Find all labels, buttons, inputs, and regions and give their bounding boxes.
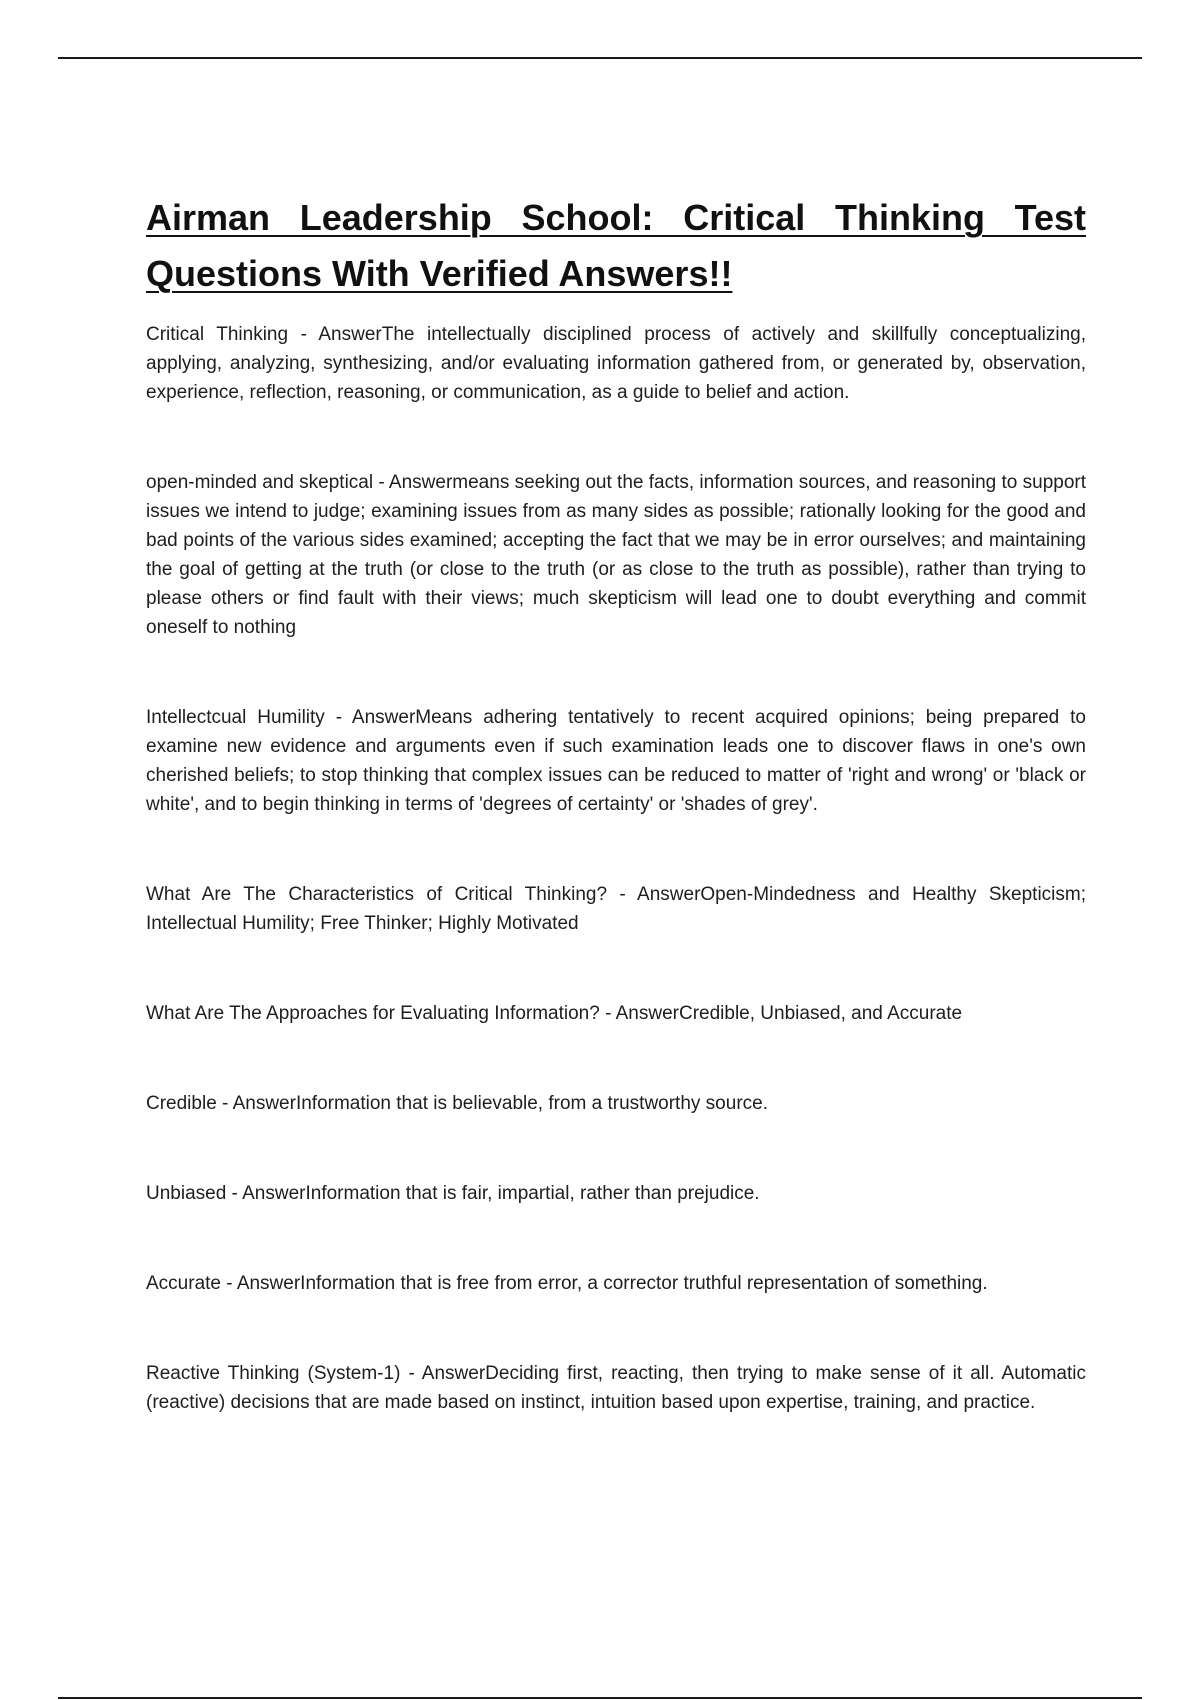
document-title: Airman Leadership School: Critical Thinking Test Questions With Verified Answers!! xyxy=(146,197,1086,294)
footer-rule xyxy=(58,1697,1142,1699)
qa-item-reactive-thinking: Reactive Thinking (System-1) - AnswerDeciding first, reacting, then trying to make sense of it all. Automatic (reactive) decisions that are made based on instinct, intuition based upon expertise, training, and practice. xyxy=(146,1363,1086,1413)
qa-item-open-minded: open-minded and skeptical - Answermeans seeking out the facts, information sources, and reasoning to support issues we intend to judge; examining issues from as many sides as possible; rationally looking for the good and bad points of the various sides examined; accepting the fact that we may be in error ourselves; and maintaining the goal of getting at the truth (or close to the truth (or as close to the truth as possible), rather than trying to please others or find fault with their views; much skepticism will lead one to doubt everything and commit oneself to nothing xyxy=(146,472,1086,638)
qa-item-credible: Credible - AnswerInformation that is believable, from a trustworthy source. xyxy=(146,1093,768,1114)
qa-item-critical-thinking: Critical Thinking - AnswerThe intellectually disciplined process of actively and skillfully conceptualizing, applying, analyzing, synthesizing, and/or evaluating information gathered from, or generated by, observation, experience, reflection, reasoning, or communication, as a guide to belief and action. xyxy=(146,324,1086,403)
qa-item-approaches: What Are The Approaches for Evaluating Information? - AnswerCredible, Unbiased, and Accurate xyxy=(146,1003,963,1024)
qa-item-intellectual-humility: Intellectcual Humility - AnswerMeans adhering tentatively to recent acquired opinions; being prepared to examine new evidence and arguments even if such examination leads one to discover flaws in one's own cherished beliefs; to stop thinking that complex issues can be reduced to matter of 'right and wrong' or 'black or white', and to begin thinking in terms of 'degrees of certainty' or 'shades of grey'. xyxy=(146,707,1086,815)
qa-list xyxy=(146,320,1086,1417)
qa-item-accurate: Accurate - AnswerInformation that is free from error, a corrector truthful representation of something. xyxy=(146,1273,988,1294)
header-rule xyxy=(58,57,1142,59)
qa-item-unbiased: Unbiased - AnswerInformation that is fair, impartial, rather than prejudice. xyxy=(146,1183,760,1204)
qa-item-characteristics: What Are The Characteristics of Critical Thinking? - AnswerOpen-Mindedness and Healthy Skepticism; Intellectual Humility; Free Thinker; Highly Motivated xyxy=(146,884,1086,934)
document-body xyxy=(146,190,1086,1417)
